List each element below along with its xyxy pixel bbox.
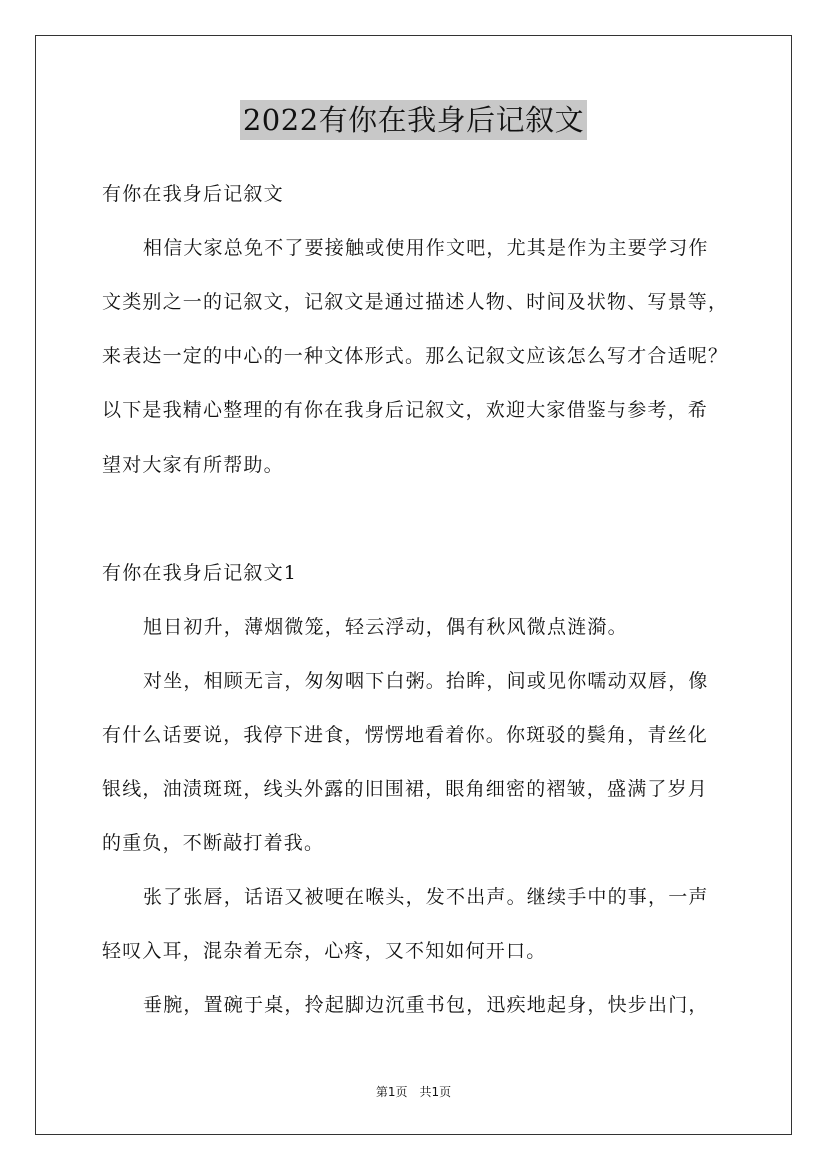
title-container: [0, 100, 827, 140]
paragraph-line: 垂腕，置碗于桌，拎起脚边沉重书包，迅疾地起身，快步出门，: [143, 994, 709, 1016]
paragraph-line: 望对大家有所帮助。: [102, 454, 284, 476]
subtitle: 有你在我身后记叙文: [102, 183, 284, 205]
paragraph-line: 旭日初升，薄烟微笼，轻云浮动，偶有秋风微点涟漪。: [143, 616, 628, 638]
paragraph-line: 的重负，不断敲打着我。: [102, 832, 325, 854]
paragraph-line: 相信大家总免不了要接触或使用作文吧，尤其是作为主要学习作: [143, 237, 709, 259]
paragraph-line: 有什么话要说，我停下进食，愣愣地看着你。你斑驳的鬓角，青丝化: [102, 724, 709, 746]
paragraph-line: 银线，油渍斑斑，线头外露的旧围裙，眼角细密的褶皱，盛满了岁月: [102, 778, 709, 800]
page-number: 第1页: [375, 1085, 408, 1099]
page-footer: [0, 1083, 827, 1100]
paragraph-line: 对坐，相顾无言，匆匆咽下白粥。抬眸，间或见你嚅动双唇，像: [143, 670, 709, 692]
paragraph-line: 来表达一定的中心的一种文体形式。那么记叙文应该怎么写才合适呢？: [102, 345, 729, 367]
section-heading: 有你在我身后记叙文1: [102, 562, 298, 584]
paragraph-line: 轻叹入耳，混杂着无奈，心疼，又不知如何开口。: [102, 940, 547, 962]
document-title: 2022有你在我身后记叙文: [240, 100, 587, 140]
paragraph-line: 文类别之一的记叙文，记叙文是通过描述人物、时间及状物、写景等，: [102, 291, 729, 313]
paragraph-line: 以下是我精心整理的有你在我身后记叙文，欢迎大家借鉴与参考，希: [102, 399, 709, 421]
page-total: 共1页: [419, 1085, 452, 1099]
paragraph-line: 张了张唇，话语又被哽在喉头，发不出声。继续手中的事，一声: [143, 886, 709, 908]
